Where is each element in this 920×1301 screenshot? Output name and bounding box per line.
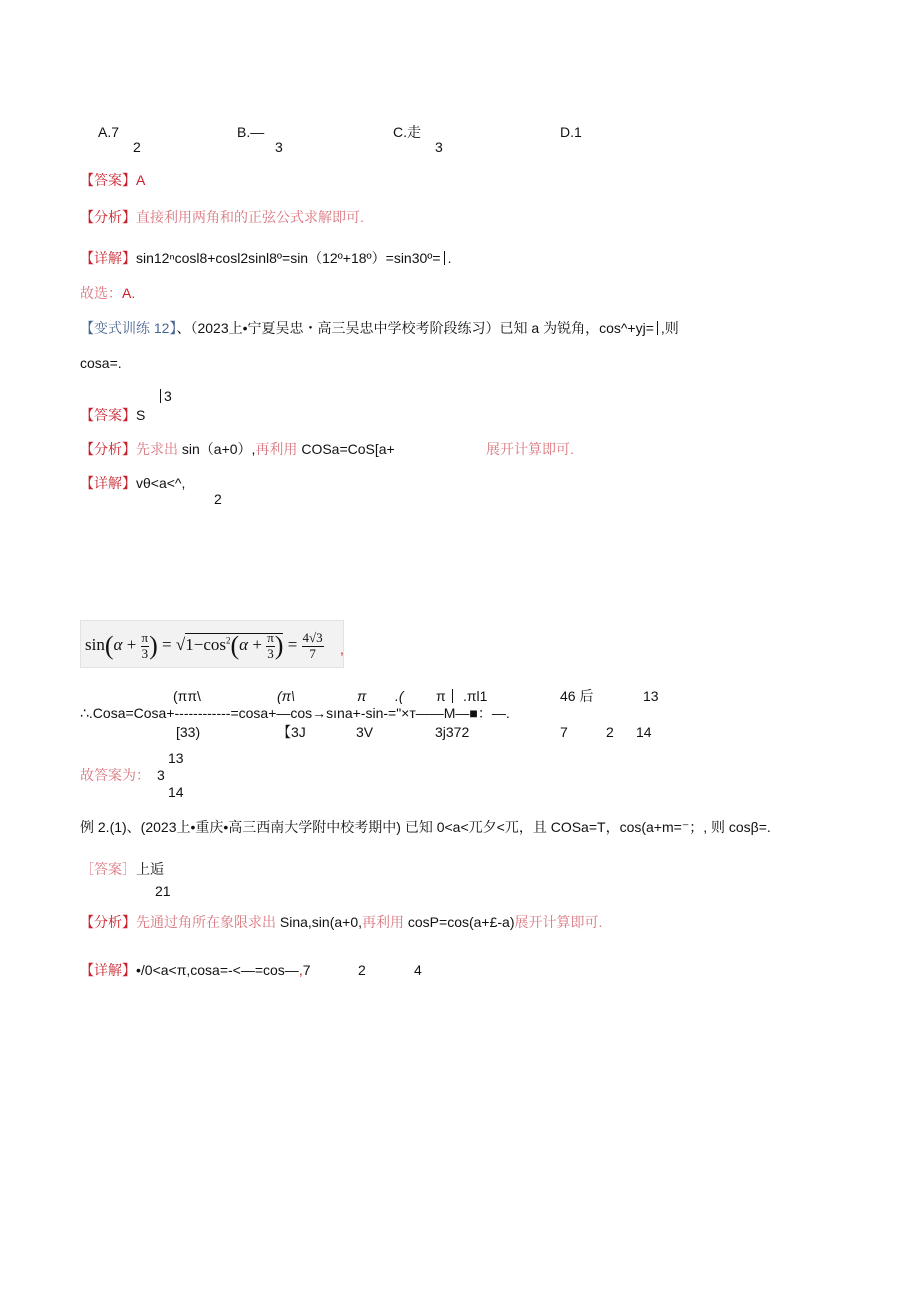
- choice-a-label: A.7: [98, 124, 120, 140]
- variant-answer: [80, 408, 145, 422]
- analysis-pre: 先通过角所在象限求出: [136, 914, 276, 930]
- deriv-bottom-1: 【3J: [277, 724, 306, 740]
- deriv-top-1: (π\: [277, 688, 295, 704]
- final-den: 14: [168, 784, 184, 800]
- deriv-main: ∴.Cosa=Cosa+------------=cosa+—cos→sına+-sin-="×т——M—■：—.: [80, 705, 510, 721]
- choice-b-sub: 3: [275, 139, 283, 155]
- deriv-bottom-5: 2: [606, 724, 614, 740]
- formula-sq: 2: [225, 635, 231, 646]
- example2-answer-sub: 21: [155, 883, 171, 899]
- result-den: 7: [309, 645, 316, 661]
- answer-value: 上逅: [136, 861, 164, 877]
- detail-text: •/0<a<π,cosa=-<—=cos—: [136, 962, 299, 978]
- fraction-bar: [452, 689, 453, 703]
- detail-num-1: 2: [358, 962, 366, 978]
- analysis-formula-2: cosP=cos(a+£-a): [404, 914, 515, 930]
- detail-num-2: 4: [414, 962, 422, 978]
- deriv-top-2: π: [357, 688, 367, 704]
- final-num: 13: [168, 750, 184, 766]
- choice-b-label: B.—: [237, 124, 265, 140]
- example2-detail: [80, 963, 311, 977]
- formula-sin: sin: [85, 634, 105, 654]
- choice-a-sub: 2: [133, 139, 141, 155]
- formula-alpha: α: [113, 634, 123, 654]
- final-value: 3: [157, 767, 165, 783]
- variant-detail: [80, 476, 185, 490]
- formula-equals: =: [162, 634, 172, 654]
- deriv-top-3: .(: [395, 688, 404, 704]
- fraction-bar: [657, 321, 658, 335]
- analysis-text: 直接利用两角和的正弦公式求解即可.: [136, 209, 364, 225]
- final-label: 故答案为：: [80, 767, 150, 783]
- answer-label: ［答案］: [80, 861, 136, 877]
- frac-den: 3: [141, 645, 149, 661]
- formula-sqrt: $1-\cos^2(\alpha$ + $\frac{\pi}{3}$ ): [185, 630, 284, 661]
- deriv-top-5: .πl1: [463, 688, 488, 704]
- variant-question-end: ,则: [660, 320, 679, 336]
- variant-detail-sub: 2: [214, 491, 222, 507]
- deriv-bottom-6: 14: [636, 724, 652, 740]
- deriv-top-7: 13: [643, 688, 659, 704]
- formula-result: [302, 631, 324, 661]
- frac-num-2: π: [267, 630, 274, 646]
- formula-frac: [141, 631, 150, 661]
- formula-plus-2: +: [252, 634, 262, 654]
- variant-analysis: [80, 442, 395, 456]
- choice-d-label: D.1: [560, 124, 582, 140]
- analysis-mid: 再利用: [255, 441, 298, 457]
- analysis-mid: 再利用: [362, 914, 404, 930]
- deriv-bottom-4: 7: [560, 724, 568, 740]
- q1-analysis: [80, 210, 364, 224]
- detail-comma: ,: [298, 962, 303, 978]
- deriv-top-0: (ππ\: [173, 688, 201, 704]
- fraction-bar: [160, 389, 161, 403]
- frac-num: π: [141, 630, 149, 646]
- formula-alpha-2: α: [239, 634, 249, 654]
- detail-label: 【详解】: [80, 250, 136, 266]
- choose-value: A.: [122, 285, 136, 301]
- analysis-label: 【分析】: [80, 441, 136, 457]
- variant-answer-top-num: 3: [164, 388, 172, 404]
- choice-c-sub: 3: [435, 139, 443, 155]
- formula-equals-2: =: [287, 634, 298, 654]
- analysis-label: 【分析】: [80, 914, 136, 930]
- variant-question-text: （2023上•宁夏吴忠・高三吴忠中学校考阶段练习）已知 a 为锐角，cos^+yj=: [190, 320, 654, 336]
- detail-num-0: 7: [302, 962, 311, 978]
- analysis-end: 展开计算即可.: [514, 914, 603, 930]
- analysis-formula-1: Sina,sin(a+0,: [276, 914, 362, 930]
- analysis-formula-2: COSa=CoS[a+: [297, 441, 395, 457]
- analysis-pre: 先求出: [136, 441, 178, 457]
- detail-text: vθ<a<^,: [136, 475, 186, 491]
- variant-question-line2: cosa=.: [80, 355, 122, 371]
- frac-den-2: 3: [267, 645, 274, 661]
- fraction-bar: [444, 251, 445, 265]
- q1-detail: [80, 251, 451, 265]
- variant-answer-top: [157, 389, 172, 403]
- result-num: 4√3: [302, 630, 323, 646]
- example2-answer: [80, 862, 164, 876]
- q1-choose: [80, 286, 135, 300]
- choose-label: 故选：: [80, 285, 122, 301]
- formula-frac-2: [266, 631, 275, 661]
- detail-text: sin12ⁿcosl8+cosl2sinl8º=sin（12º+18º）=sin30º=: [136, 250, 441, 266]
- example2-analysis: [80, 915, 602, 929]
- answer-value: A: [136, 172, 146, 188]
- variant-sep: 、: [176, 320, 191, 336]
- answer-value: S: [136, 407, 146, 423]
- deriv-top-bar: [449, 689, 456, 703]
- deriv-bottom-2: 3V: [356, 724, 374, 740]
- deriv-top-4: π: [436, 688, 446, 704]
- q1-answer: [80, 173, 145, 187]
- example2-question: 例 2.(1)、(2023上•重庆•高三西南大学附中校考期中) 已知 0<a<兀夕<兀，且 COSa=T，cos(a+m=⁻；, 则 cosβ=.: [80, 819, 771, 835]
- detail-label: 【详解】: [80, 962, 136, 978]
- variant-question: [80, 321, 679, 335]
- answer-label: 【答案】: [80, 407, 136, 423]
- formula: sin(α + $\frac{\pi}{3}$ ) = $√1-\cos^2(\alpha$ + $\frac{\pi}{3}$ ) = $\frac{4√3}{7}$: [85, 630, 323, 661]
- analysis-formula-1: sin（a+0）,: [178, 441, 256, 457]
- deriv-top-6: 46 后: [560, 688, 594, 704]
- formula-image: [80, 620, 344, 668]
- answer-label: 【答案】: [80, 172, 136, 188]
- deriv-bottom-3: 3j372: [435, 724, 470, 740]
- variant-title: 【变式训练 12】: [80, 320, 177, 336]
- formula-tail: ,: [340, 641, 344, 657]
- root-body: 1−cos: [185, 634, 226, 654]
- variant-analysis-end: 展开计算即可.: [486, 441, 574, 457]
- choice-c-label: C.走: [393, 124, 421, 140]
- deriv-bottom-0: [33): [176, 724, 201, 740]
- detail-end: .: [447, 250, 452, 266]
- detail-label: 【详解】: [80, 475, 136, 491]
- analysis-label: 【分析】: [80, 209, 136, 225]
- formula-plus: +: [126, 634, 137, 654]
